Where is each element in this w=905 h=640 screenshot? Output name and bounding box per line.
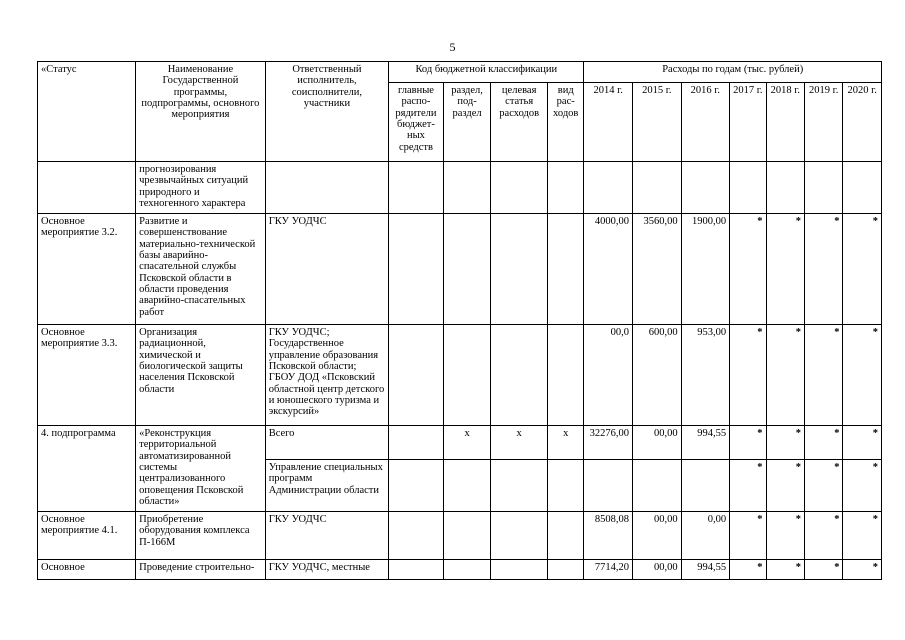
name-cell: Организация радиационной, химической и биологической защиты населения Псковской области xyxy=(136,325,266,426)
code-target-cell: х xyxy=(491,426,548,460)
status-cell: Основное мероприятие 3.2. xyxy=(38,214,136,325)
code-section-cell xyxy=(443,325,491,426)
budget-table xyxy=(37,61,882,580)
header-budget-code: Код бюджетной классификации xyxy=(389,62,584,83)
expense-cell xyxy=(681,460,730,512)
code-section-cell xyxy=(443,512,491,560)
code-main-cell xyxy=(389,426,444,460)
expense-cell: 994,55 xyxy=(681,560,730,580)
expense-cell: 994,55 xyxy=(681,426,730,460)
expense-cell: 00,0 xyxy=(584,325,633,426)
status-cell: Основное мероприятие 3.3. xyxy=(38,325,136,426)
header-year: 2014 г. xyxy=(584,83,633,162)
expense-cell: * xyxy=(805,325,843,426)
code-main-cell xyxy=(389,460,444,512)
expense-cell: * xyxy=(843,426,882,460)
name-cell: Приобретение оборудования комплекса П-166М xyxy=(136,512,266,560)
code-main-cell xyxy=(389,325,444,426)
code-kind-cell xyxy=(548,162,584,214)
code-kind-cell: х xyxy=(548,426,584,460)
responsible-cell: ГКУ УОДЧС, местные xyxy=(265,560,388,580)
expense-cell: 953,00 xyxy=(681,325,730,426)
status-cell xyxy=(38,162,136,214)
name-cell: Развитие и совершенствование материально-технической базы аварийно-спасательной службы Псковской области в области проведения аварийно-спасательных работ xyxy=(136,214,266,325)
expense-cell: * xyxy=(730,426,766,460)
expense-cell xyxy=(805,162,843,214)
table-row xyxy=(38,162,882,214)
expense-cell: * xyxy=(730,214,766,325)
status-cell: 4. подпрограмма xyxy=(38,426,136,512)
status-cell: Основное мероприятие 4.1. xyxy=(38,512,136,560)
expense-cell xyxy=(843,162,882,214)
expense-cell: * xyxy=(805,426,843,460)
header-year: 2020 г. xyxy=(843,83,882,162)
table-row xyxy=(38,325,882,426)
expense-cell: * xyxy=(805,460,843,512)
header-code-main: главные распо-рядители бюджет-ных средств xyxy=(389,83,444,162)
expense-cell: * xyxy=(730,560,766,580)
expense-cell: 8508,08 xyxy=(584,512,633,560)
code-main-cell xyxy=(389,560,444,580)
code-target-cell xyxy=(491,325,548,426)
responsible-cell: Всего xyxy=(265,426,388,460)
code-main-cell xyxy=(389,162,444,214)
header-code-kind: вид рас-ходов xyxy=(548,83,584,162)
expense-cell xyxy=(730,162,766,214)
code-target-cell xyxy=(491,214,548,325)
expense-cell xyxy=(766,162,804,214)
expense-cell: * xyxy=(766,512,804,560)
page-number: 5 xyxy=(449,40,456,54)
header-year: 2018 г. xyxy=(766,83,804,162)
code-section-cell xyxy=(443,214,491,325)
header-code-target: целевая статья расходов xyxy=(491,83,548,162)
expense-cell: 4000,00 xyxy=(584,214,633,325)
header-expenses: Расходы по годам (тыс. рублей) xyxy=(584,62,882,83)
expense-cell: * xyxy=(766,426,804,460)
expense-cell xyxy=(633,162,682,214)
code-section-cell xyxy=(443,460,491,512)
expense-cell: 00,00 xyxy=(633,512,682,560)
expense-cell: 1900,00 xyxy=(681,214,730,325)
code-target-cell xyxy=(491,512,548,560)
responsible-cell: Управление специальных программ Администрации области xyxy=(265,460,388,512)
expense-cell: * xyxy=(805,214,843,325)
expense-cell: * xyxy=(843,560,882,580)
expense-cell: * xyxy=(766,560,804,580)
header-year: 2017 г. xyxy=(730,83,766,162)
expense-cell: * xyxy=(843,460,882,512)
code-main-cell xyxy=(389,512,444,560)
expense-cell: 0,00 xyxy=(681,512,730,560)
expense-cell: * xyxy=(766,325,804,426)
expense-cell: 600,00 xyxy=(633,325,682,426)
expense-cell: * xyxy=(843,325,882,426)
expense-cell xyxy=(584,162,633,214)
expense-cell: * xyxy=(805,512,843,560)
expense-cell: 00,00 xyxy=(633,426,682,460)
expense-cell: * xyxy=(766,214,804,325)
expense-cell: * xyxy=(730,460,766,512)
code-target-cell xyxy=(491,460,548,512)
expense-cell xyxy=(681,162,730,214)
code-target-cell xyxy=(491,162,548,214)
header-year: 2016 г. xyxy=(681,83,730,162)
table-row xyxy=(38,512,882,560)
expense-cell: * xyxy=(843,214,882,325)
status-cell: Основное xyxy=(38,560,136,580)
header-code-section: раздел, под-раздел xyxy=(443,83,491,162)
code-kind-cell xyxy=(548,460,584,512)
name-cell: «Реконструкция территориальной автоматизированной системы централизованного оповещения Псковской области» xyxy=(136,426,266,512)
expense-cell: 32276,00 xyxy=(584,426,633,460)
code-kind-cell xyxy=(548,512,584,560)
code-main-cell xyxy=(389,214,444,325)
code-target-cell xyxy=(491,560,548,580)
code-kind-cell xyxy=(548,560,584,580)
header-row-1 xyxy=(38,62,882,83)
expense-cell: * xyxy=(805,560,843,580)
table-row xyxy=(38,560,882,580)
code-section-cell xyxy=(443,560,491,580)
expense-cell xyxy=(584,460,633,512)
code-kind-cell xyxy=(548,214,584,325)
header-year: 2019 г. xyxy=(805,83,843,162)
expense-cell: 7714,20 xyxy=(584,560,633,580)
code-section-cell: х xyxy=(443,426,491,460)
expense-cell: 00,00 xyxy=(633,560,682,580)
header-year: 2015 г. xyxy=(633,83,682,162)
responsible-cell: ГКУ УОДЧС xyxy=(265,512,388,560)
responsible-cell: ГКУ УОДЧС; Государственное управление образования Псковской области; ГБОУ ДОД «Псковский областной центр детского и юношеского туризма и экскурсий» xyxy=(265,325,388,426)
table-row xyxy=(38,426,882,460)
expense-cell: * xyxy=(730,512,766,560)
code-kind-cell xyxy=(548,325,584,426)
header-responsible: Ответственный исполнитель, соисполнители, участники xyxy=(265,62,388,162)
expense-cell: * xyxy=(730,325,766,426)
expense-cell xyxy=(633,460,682,512)
expense-cell: 3560,00 xyxy=(633,214,682,325)
name-cell: Проведение строительно- xyxy=(136,560,266,580)
header-name: Наименование Государственной программы, подпрограммы, основного мероприятия xyxy=(136,62,266,162)
expense-cell: * xyxy=(843,512,882,560)
responsible-cell: ГКУ УОДЧС xyxy=(265,214,388,325)
expense-cell: * xyxy=(766,460,804,512)
code-section-cell xyxy=(443,162,491,214)
table-row xyxy=(38,214,882,325)
name-cell: прогнозирования чрезвычайных ситуаций природного и техногенного характера xyxy=(136,162,266,214)
responsible-cell xyxy=(265,162,388,214)
header-status: «Статус xyxy=(38,62,136,162)
